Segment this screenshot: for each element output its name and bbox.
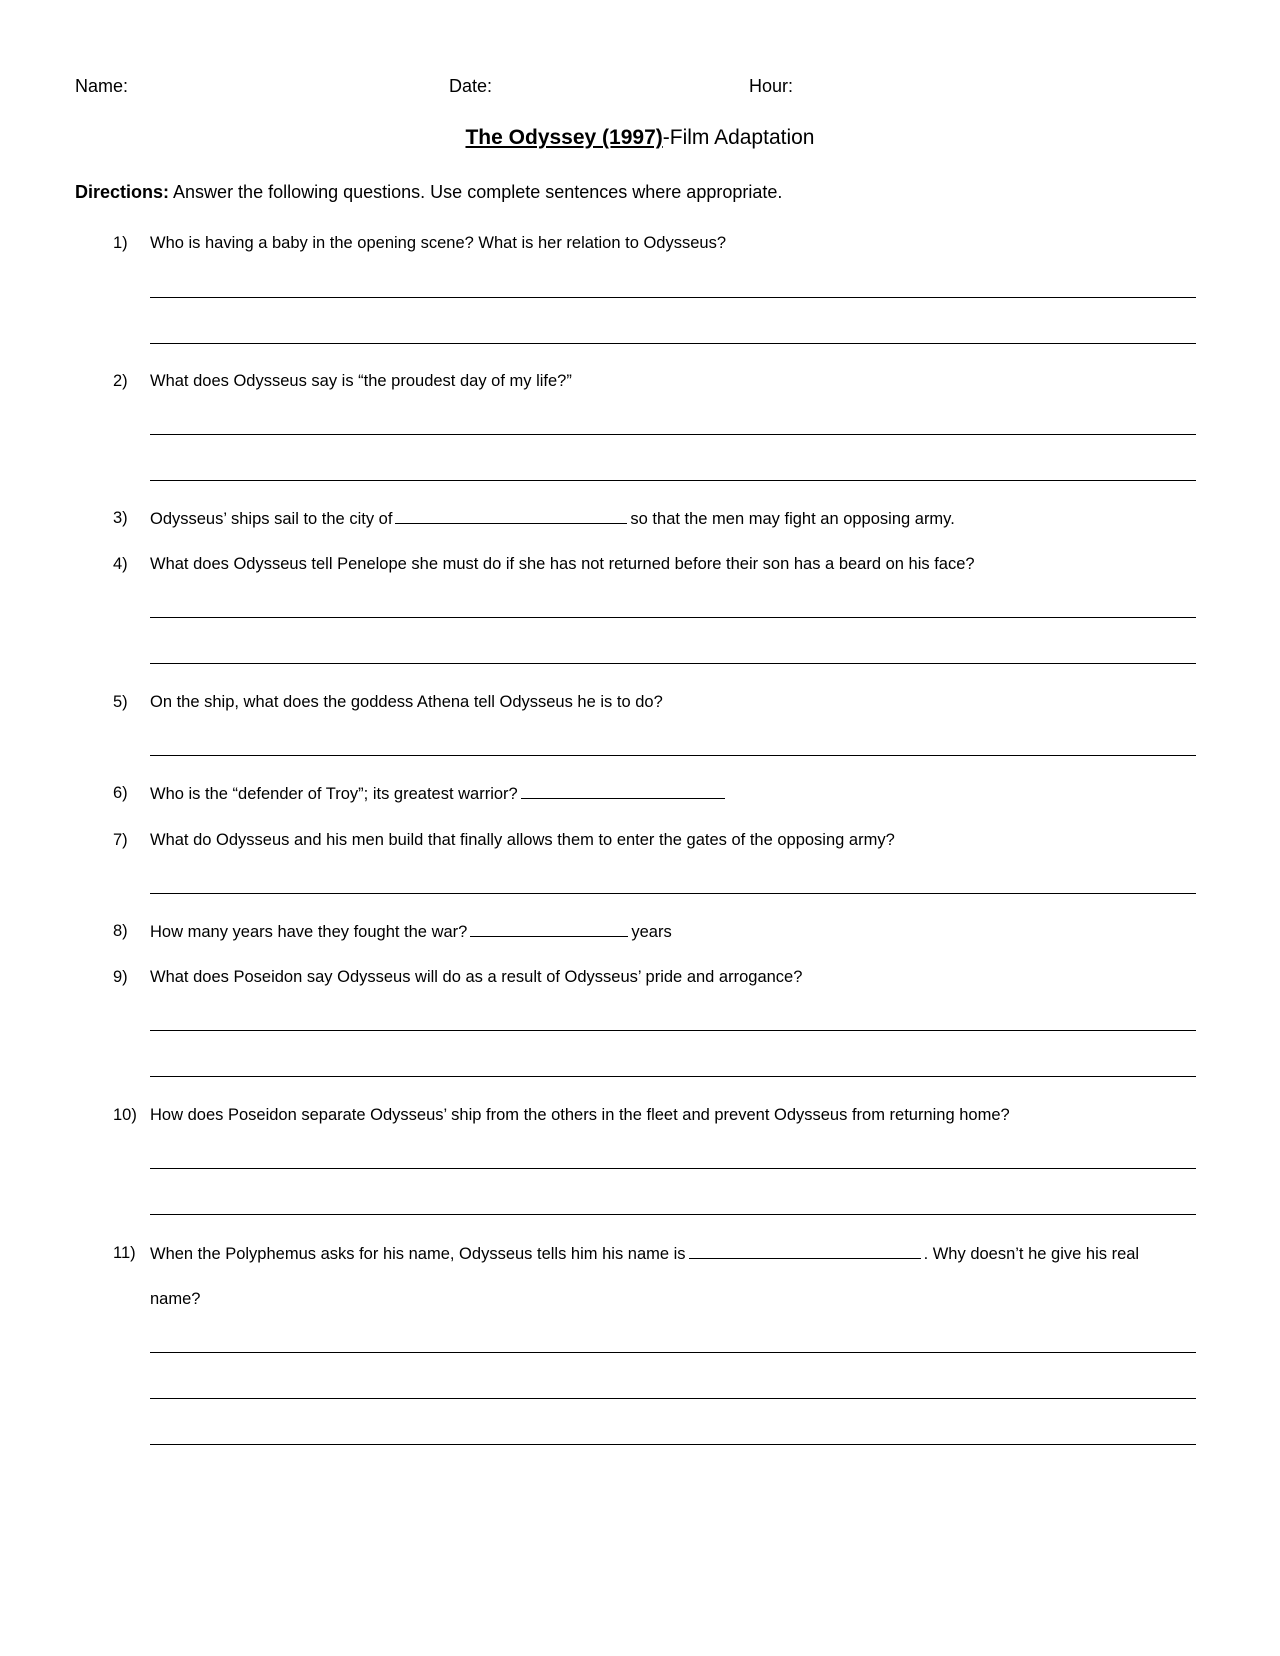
question-1 [113,231,1193,255]
question-text: What does Odysseus tell Penelope she must do if she has not returned before their son has a beard on his face? [150,555,975,573]
question-text: What does Poseidon say Odysseus will do as a result of Odysseus’ pride and arrogance? [150,968,803,986]
question-number: 11) [113,1244,136,1262]
answer-line[interactable] [150,1352,1196,1353]
answer-line[interactable] [150,1444,1196,1445]
question-text: How does Poseidon separate Odysseus’ ship from the others in the fleet and prevent Odysseus from returning home? [150,1106,1010,1124]
fill-in-blank[interactable] [395,506,627,524]
question-text-wrap [150,1241,1139,1266]
question-continuation: name? [150,1290,201,1308]
page-title [0,126,1280,150]
header-row [75,76,1205,100]
question-number: 6) [113,784,128,802]
answer-line[interactable] [150,663,1196,664]
date-label: Date: [449,76,493,96]
directions-label: Directions: [75,182,170,202]
question-text-after: . Why doesn’t he give his real [923,1245,1140,1263]
answer-line[interactable] [150,434,1196,435]
question-number: 5) [113,693,128,711]
answer-line[interactable] [150,755,1196,756]
name-label: Name: [75,76,129,96]
question-text: How many years have they fought the war? [150,923,468,941]
question-number: 7) [113,831,128,849]
answer-line[interactable] [150,1168,1196,1169]
question-text-after: years [631,923,672,941]
question-2 [113,369,1193,393]
answer-line[interactable] [150,343,1196,344]
fill-in-blank[interactable] [689,1241,921,1259]
answer-line[interactable] [150,1076,1196,1077]
directions [75,182,782,203]
question-text: On the ship, what does the goddess Athena tell Odysseus he is to do? [150,693,663,711]
answer-line[interactable] [150,480,1196,481]
answer-line[interactable] [150,893,1196,894]
question-8 [113,919,1193,943]
question-4 [113,552,1193,576]
answer-line[interactable] [150,617,1196,618]
question-number: 10) [113,1106,137,1124]
directions-text: Answer the following questions. Use complete sentences where appropriate. [169,182,783,202]
question-number: 1) [113,234,128,252]
question-text: Odysseus’ ships sail to the city of [150,510,393,528]
question-text: What do Odysseus and his men build that finally allows them to enter the gates of the opposing army? [150,831,895,849]
question-5 [113,690,1193,714]
question-text-wrap [150,506,955,531]
question-11 [113,1241,1193,1265]
question-text: Who is having a baby in the opening scene? What is her relation to Odysseus? [150,234,727,252]
question-9 [113,965,1193,989]
question-number: 4) [113,555,128,573]
question-number: 2) [113,372,128,390]
hour-label: Hour: [749,76,794,96]
answer-line[interactable] [150,1398,1196,1399]
question-10 [113,1103,1193,1127]
question-number: 9) [113,968,128,986]
question-7 [113,828,1193,852]
question-text: When the Polyphemus asks for his name, Odysseus tells him his name is [150,1245,686,1263]
question-3 [113,506,1193,530]
question-6 [113,781,1193,805]
film-title: The Odyssey (1997) [465,126,663,149]
fill-in-blank[interactable] [521,781,725,799]
question-text-wrap [150,781,728,806]
answer-line[interactable] [150,1214,1196,1215]
question-text-wrap [150,919,672,944]
question-text: What does Odysseus say is “the proudest day of my life?” [150,372,572,390]
title-suffix: -Film Adaptation [662,126,815,149]
question-text-after: so that the men may fight an opposing army. [630,510,955,528]
question-text: Who is the “defender of Troy”; its greatest warrior? [150,785,518,803]
answer-line[interactable] [150,1030,1196,1031]
answer-line[interactable] [150,297,1196,298]
fill-in-blank[interactable] [470,919,628,937]
question-number: 3) [113,509,128,527]
question-number: 8) [113,922,128,940]
